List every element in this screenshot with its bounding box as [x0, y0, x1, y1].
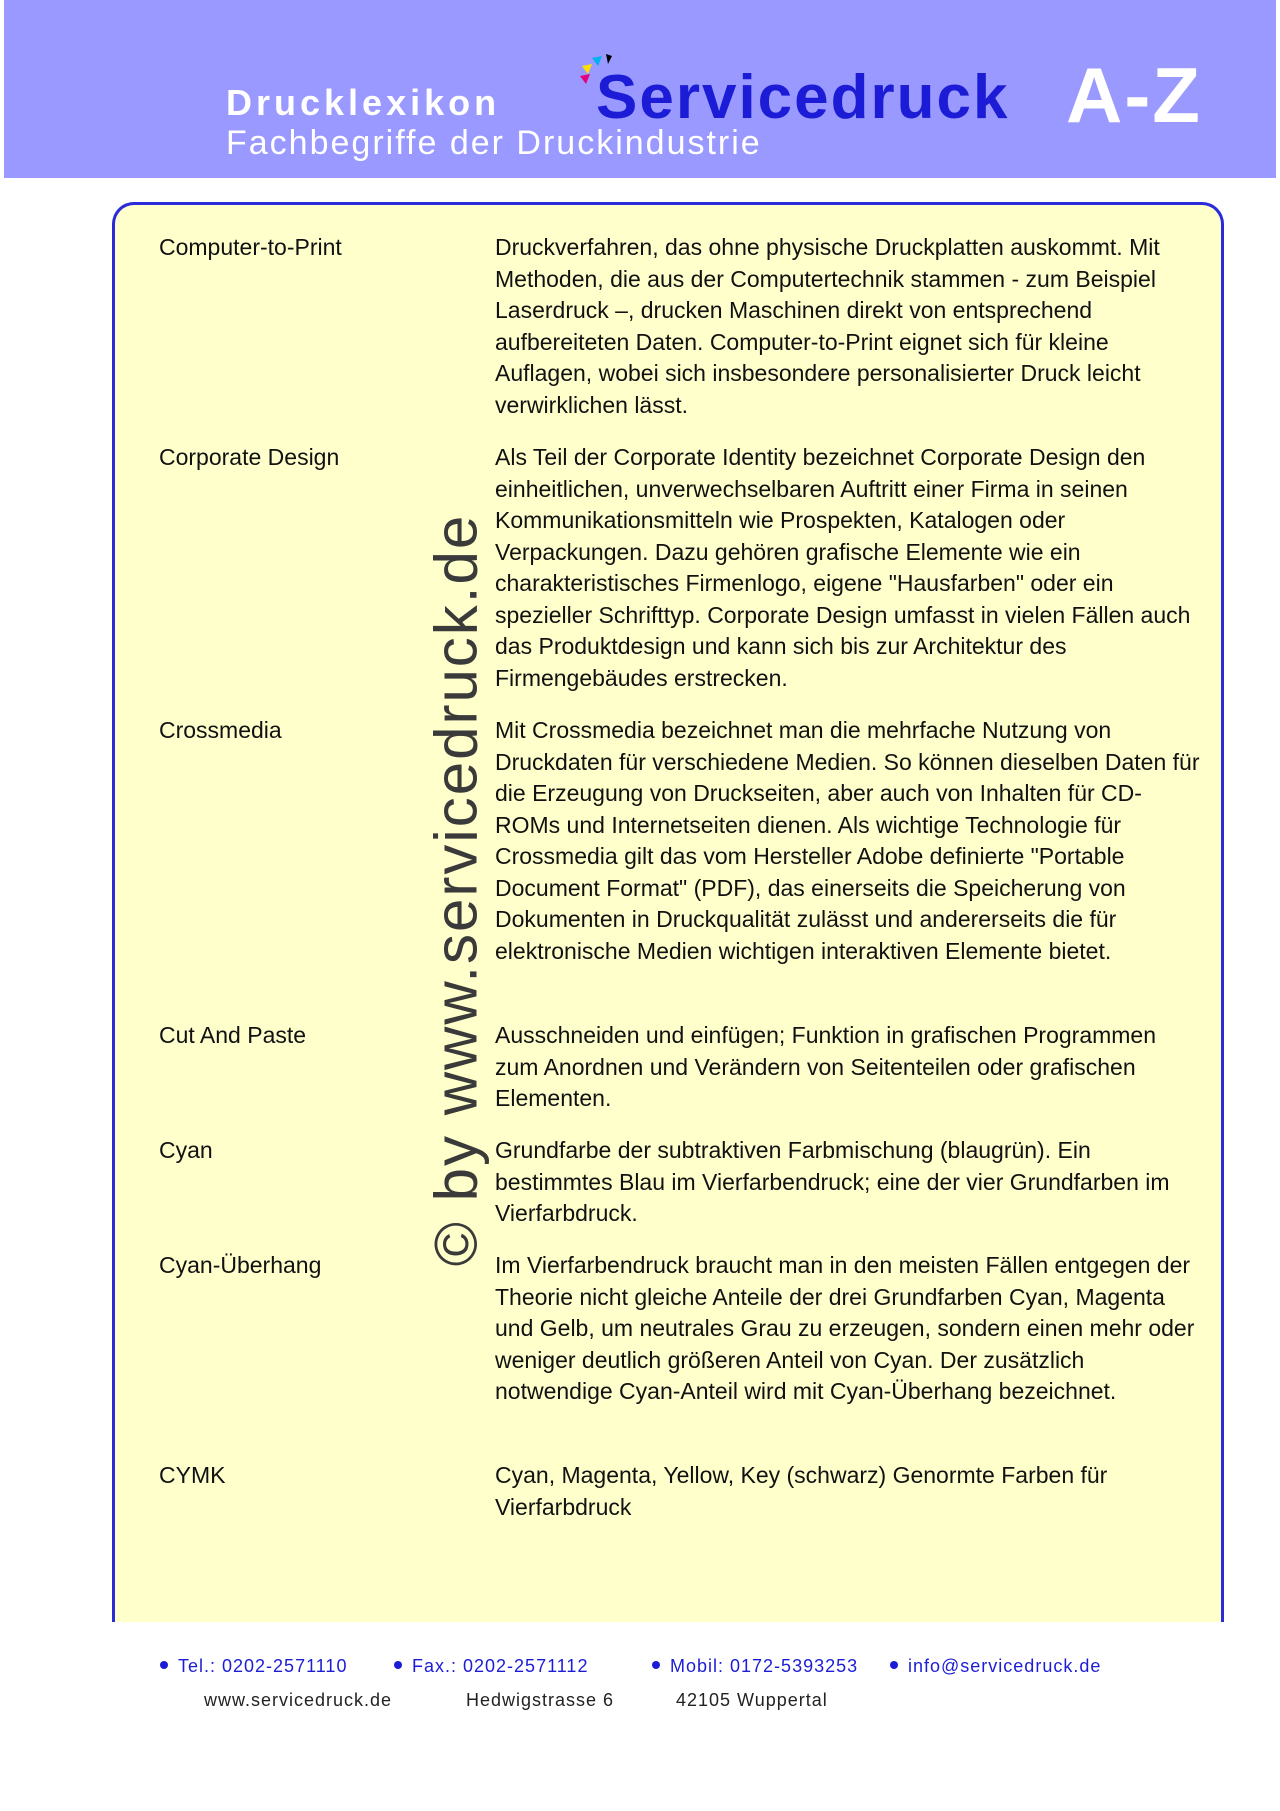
entry-definition: Ausschneiden und einfügen; Funktion in grafischen Programmen zum Anordnen und Verändern von Seitenteilen oder grafischen Elementen.	[495, 1022, 1157, 1111]
entry-definition: Mit Crossmedia bezeichnet man die mehrfache Nutzung von Druckdaten für verschiedene Medien. So können dieselben Daten für die Erzeugung von Druckseiten, aber auch von Inhalten für CD-ROMs und Internetseiten dienen. Als wichtige Technologie für Crossmedia gilt das vom Hersteller Adobe definierte "Portable Document Format" (PDF), das einerseits die Speicherung von Dokumenten in Druckqualität zulässt und andererseits die für elektronische Medien wichtigen interaktiven Elemente bietet.	[495, 717, 1200, 964]
entry-term: Crossmedia	[159, 717, 282, 743]
lexicon-subtitle: Fachbegriffe der Druckindustrie	[226, 124, 762, 162]
footer-city: 42105 Wuppertal	[676, 1690, 828, 1710]
email-link[interactable]: info@servicedruck.de	[908, 1656, 1102, 1676]
entry-term: Corporate Design	[159, 444, 340, 470]
servicedruck-logo	[578, 52, 1010, 132]
logo-text: Servicedruck	[596, 63, 1010, 132]
entry-term: Cyan-Überhang	[159, 1252, 322, 1278]
entry-term: Cut And Paste	[159, 1022, 307, 1048]
entry-definition: Druckverfahren, das ohne physische Druckplatten auskommt. Mit Methoden, die aus der Computertechnik stammen - zum Beispiel Laserdruck –, drucken Maschinen direkt von entsprechend aufbereiteten Daten. Computer-to-Print eignet sich für kleine Auflagen, wobei sich insbesondere personalisierter Druck leicht verwirklichen lässt.	[495, 234, 1160, 418]
mobil-text: Mobil: 0172-5393253	[670, 1656, 859, 1676]
fax-text: Fax.: 0202-2571112	[412, 1656, 589, 1676]
footer-website[interactable]: www.servicedruck.de	[204, 1690, 393, 1710]
header-band	[4, 0, 1276, 178]
entry-definition: Im Vierfarbendruck braucht man in den meisten Fällen entgegen der Theorie nicht gleiche Anteile der drei Grundfarben Cyan, Magenta und Gelb, um neutrales Grau zu erzeugen, sondern einen mehr oder weniger deutlich größeren Anteil von Cyan. Der zusätzlich notwendige Cyan-Anteil wird mit Cyan-Überhang bezeichnet.	[495, 1252, 1195, 1404]
entry-term: Computer-to-Print	[159, 234, 342, 260]
entry-definition: Grundfarbe der subtraktiven Farbmischung (blaugrün). Ein bestimmtes Blau im Vierfarbendruck; eine der vier Grundfarben im Vierfarbdruck.	[495, 1137, 1170, 1226]
entry-definition: Als Teil der Corporate Identity bezeichnet Corporate Design den einheitlichen, unverwechselbaren Auftritt einer Firma in seinen Kommunikationsmitteln wie Prospekten, Katalogen oder Verpackungen. Dazu gehören grafische Elemente wie ein charakteristisches Firmenlogo, eigene "Hausfarben" oder ein spezieller Schrifttyp. Corporate Design umfasst in vielen Fällen auch das Produktdesign und kann sich bis zur Architektur des Firmengebäudes erstrecken.	[495, 444, 1191, 691]
bullet-icon	[652, 1661, 660, 1669]
footer-email[interactable]	[890, 1656, 1101, 1677]
footer-tel	[160, 1656, 347, 1677]
footer-street: Hedwigstrasse 6	[466, 1690, 615, 1710]
footer-fax	[394, 1656, 588, 1677]
tel-text: Tel.: 0202-2571110	[178, 1656, 348, 1676]
range-label: A-Z	[1066, 51, 1202, 139]
entry-term: Cyan	[159, 1137, 213, 1163]
copyright-watermark: © by www.servicedruck.de	[422, 513, 490, 1267]
lexicon-title: Drucklexikon	[226, 82, 501, 123]
footer	[0, 1650, 1280, 1750]
entry-term: CYMK	[159, 1462, 226, 1488]
bullet-icon	[160, 1661, 168, 1669]
entry-definition: Cyan, Magenta, Yellow, Key (schwarz) Genormte Farben für Vierfarbdruck	[495, 1462, 1108, 1520]
bullet-icon	[890, 1661, 898, 1669]
footer-mobil	[652, 1656, 858, 1677]
bullet-icon	[394, 1661, 402, 1669]
